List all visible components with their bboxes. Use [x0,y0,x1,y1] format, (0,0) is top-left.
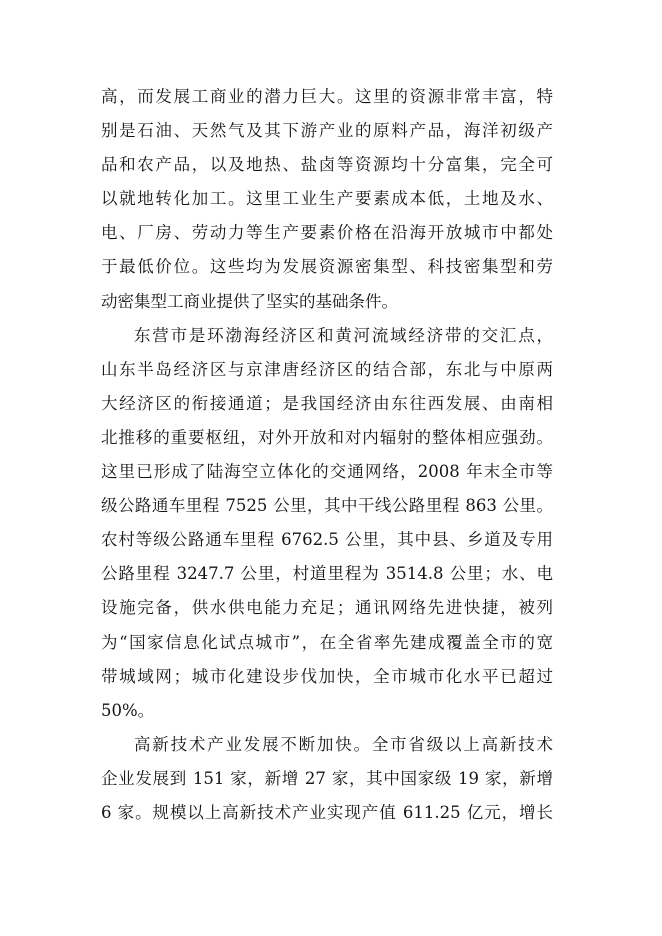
text-line: 级公路通车里程 7525 公里，其中干线公路里程 863 公里。 [101,496,553,516]
body-text [101,80,553,830]
text-line: 50%。 [101,700,155,720]
paragraph-first-line: 高新技术产业发展不断加快。全市省级以上高新技术 [134,734,553,754]
text-line: 这里已形成了陆海空立体化的交通网络，2008 年末全市等 [101,462,553,482]
text-line: 别是石油、天然气及其下游产业的原料产品，海洋初级产 [101,121,553,141]
text-line: 设施完备，供水供电能力充足；通讯网络先进快捷，被列 [101,598,553,618]
text-line: 公路里程 3247.7 公里，村道里程为 3514.8 公里；水、电 [101,564,553,584]
text-line: 于最低价位。这些均为发展资源密集型、科技密集型和劳 [101,257,553,277]
text-line: 企业发展到 151 家，新增 27 家，其中国家级 19 家，新增 [101,768,553,788]
text-line: 农村等级公路通车里程 6762.5 公里，其中县、乡道及专用 [101,530,553,550]
text-line: 为“国家信息化试点城市”，在全省率先建成覆盖全市的宽 [101,632,553,652]
paragraph-first-line: 东营市是环渤海经济区和黄河流域经济带的交汇点， [134,325,553,345]
text-line: 电、厂房、劳动力等生产要素价格在沿海开放城市中都处 [101,223,553,243]
text-line: 6 家。规模以上高新技术产业实现产值 611.25 亿元，增长 [101,802,553,822]
text-line: 动密集型工商业提供了坚实的基础条件。 [101,291,398,311]
text-line: 高，而发展工商业的潜力巨大。这里的资源非常丰富，特 [101,87,553,106]
text-line: 带城域网；城市化建设步伐加快，全市城市化水平已超过 [101,666,553,686]
text-line: 大经济区的衔接通道；是我国经济由东往西发展、由南相 [101,393,553,413]
text-line: 北推移的重要枢纽，对外开放和对内辐射的整体相应强劲。 [101,427,553,447]
text-line: 山东半岛经济区与京津唐经济区的结合部，东北与中原两 [101,359,553,379]
text-line: 品和农产品，以及地热、盐卤等资源均十分富集，完全可 [101,155,553,175]
text-line: 以就地转化加工。这里工业生产要素成本低，土地及水、 [101,189,553,209]
